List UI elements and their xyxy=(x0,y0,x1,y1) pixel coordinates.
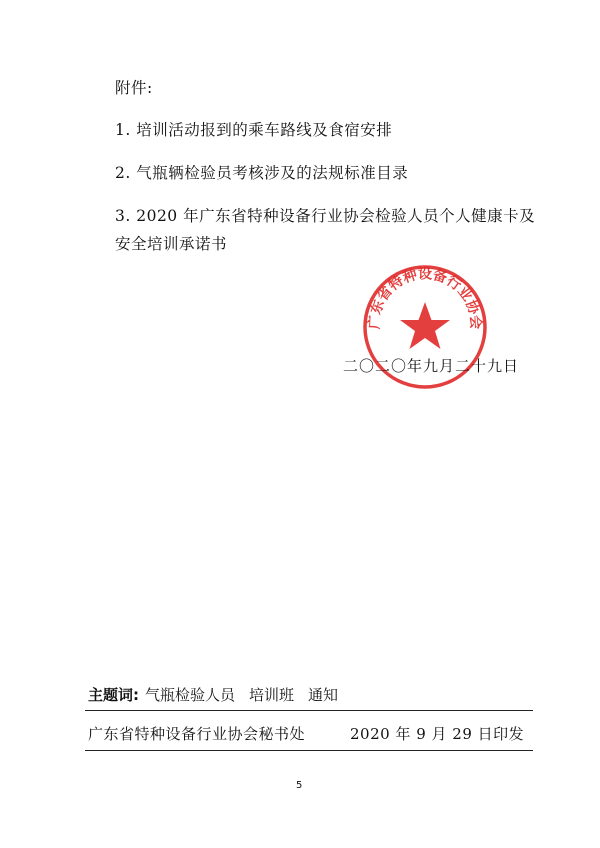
keyword: 培训班 xyxy=(249,686,295,704)
attachment-item-1: 1. 培训活动报到的乘车路线及食宿安排 xyxy=(115,121,393,139)
attachment-item-3-continued: 安全培训承诺书 xyxy=(115,235,228,253)
attachment-item-3: 3. 2020 年广东省特种设备行业协会检验人员个人健康卡及 xyxy=(115,207,536,225)
keyword: 气瓶检验人员 xyxy=(145,686,236,704)
keywords-label: 主题词: xyxy=(88,686,139,704)
attachments-heading: 附件: xyxy=(115,79,153,97)
seal-star-icon xyxy=(400,302,450,349)
signature-date: 二〇二〇年九月二十九日 xyxy=(343,357,520,375)
issuer: 广东省特种设备行业协会秘书处 xyxy=(88,725,306,743)
keywords-row xyxy=(88,684,338,705)
seal-text: 广东省特种设备行业协会 xyxy=(366,266,484,330)
footer-divider-top xyxy=(85,710,533,711)
keyword: 通知 xyxy=(308,686,339,704)
issue-date: 2020 年 9 月 29 日印发 xyxy=(350,725,525,743)
footer-divider-bottom xyxy=(85,750,533,751)
attachment-item-2: 2. 气瓶辆检验员考核涉及的法规标准目录 xyxy=(115,164,409,182)
page-number: 5 xyxy=(296,780,303,791)
